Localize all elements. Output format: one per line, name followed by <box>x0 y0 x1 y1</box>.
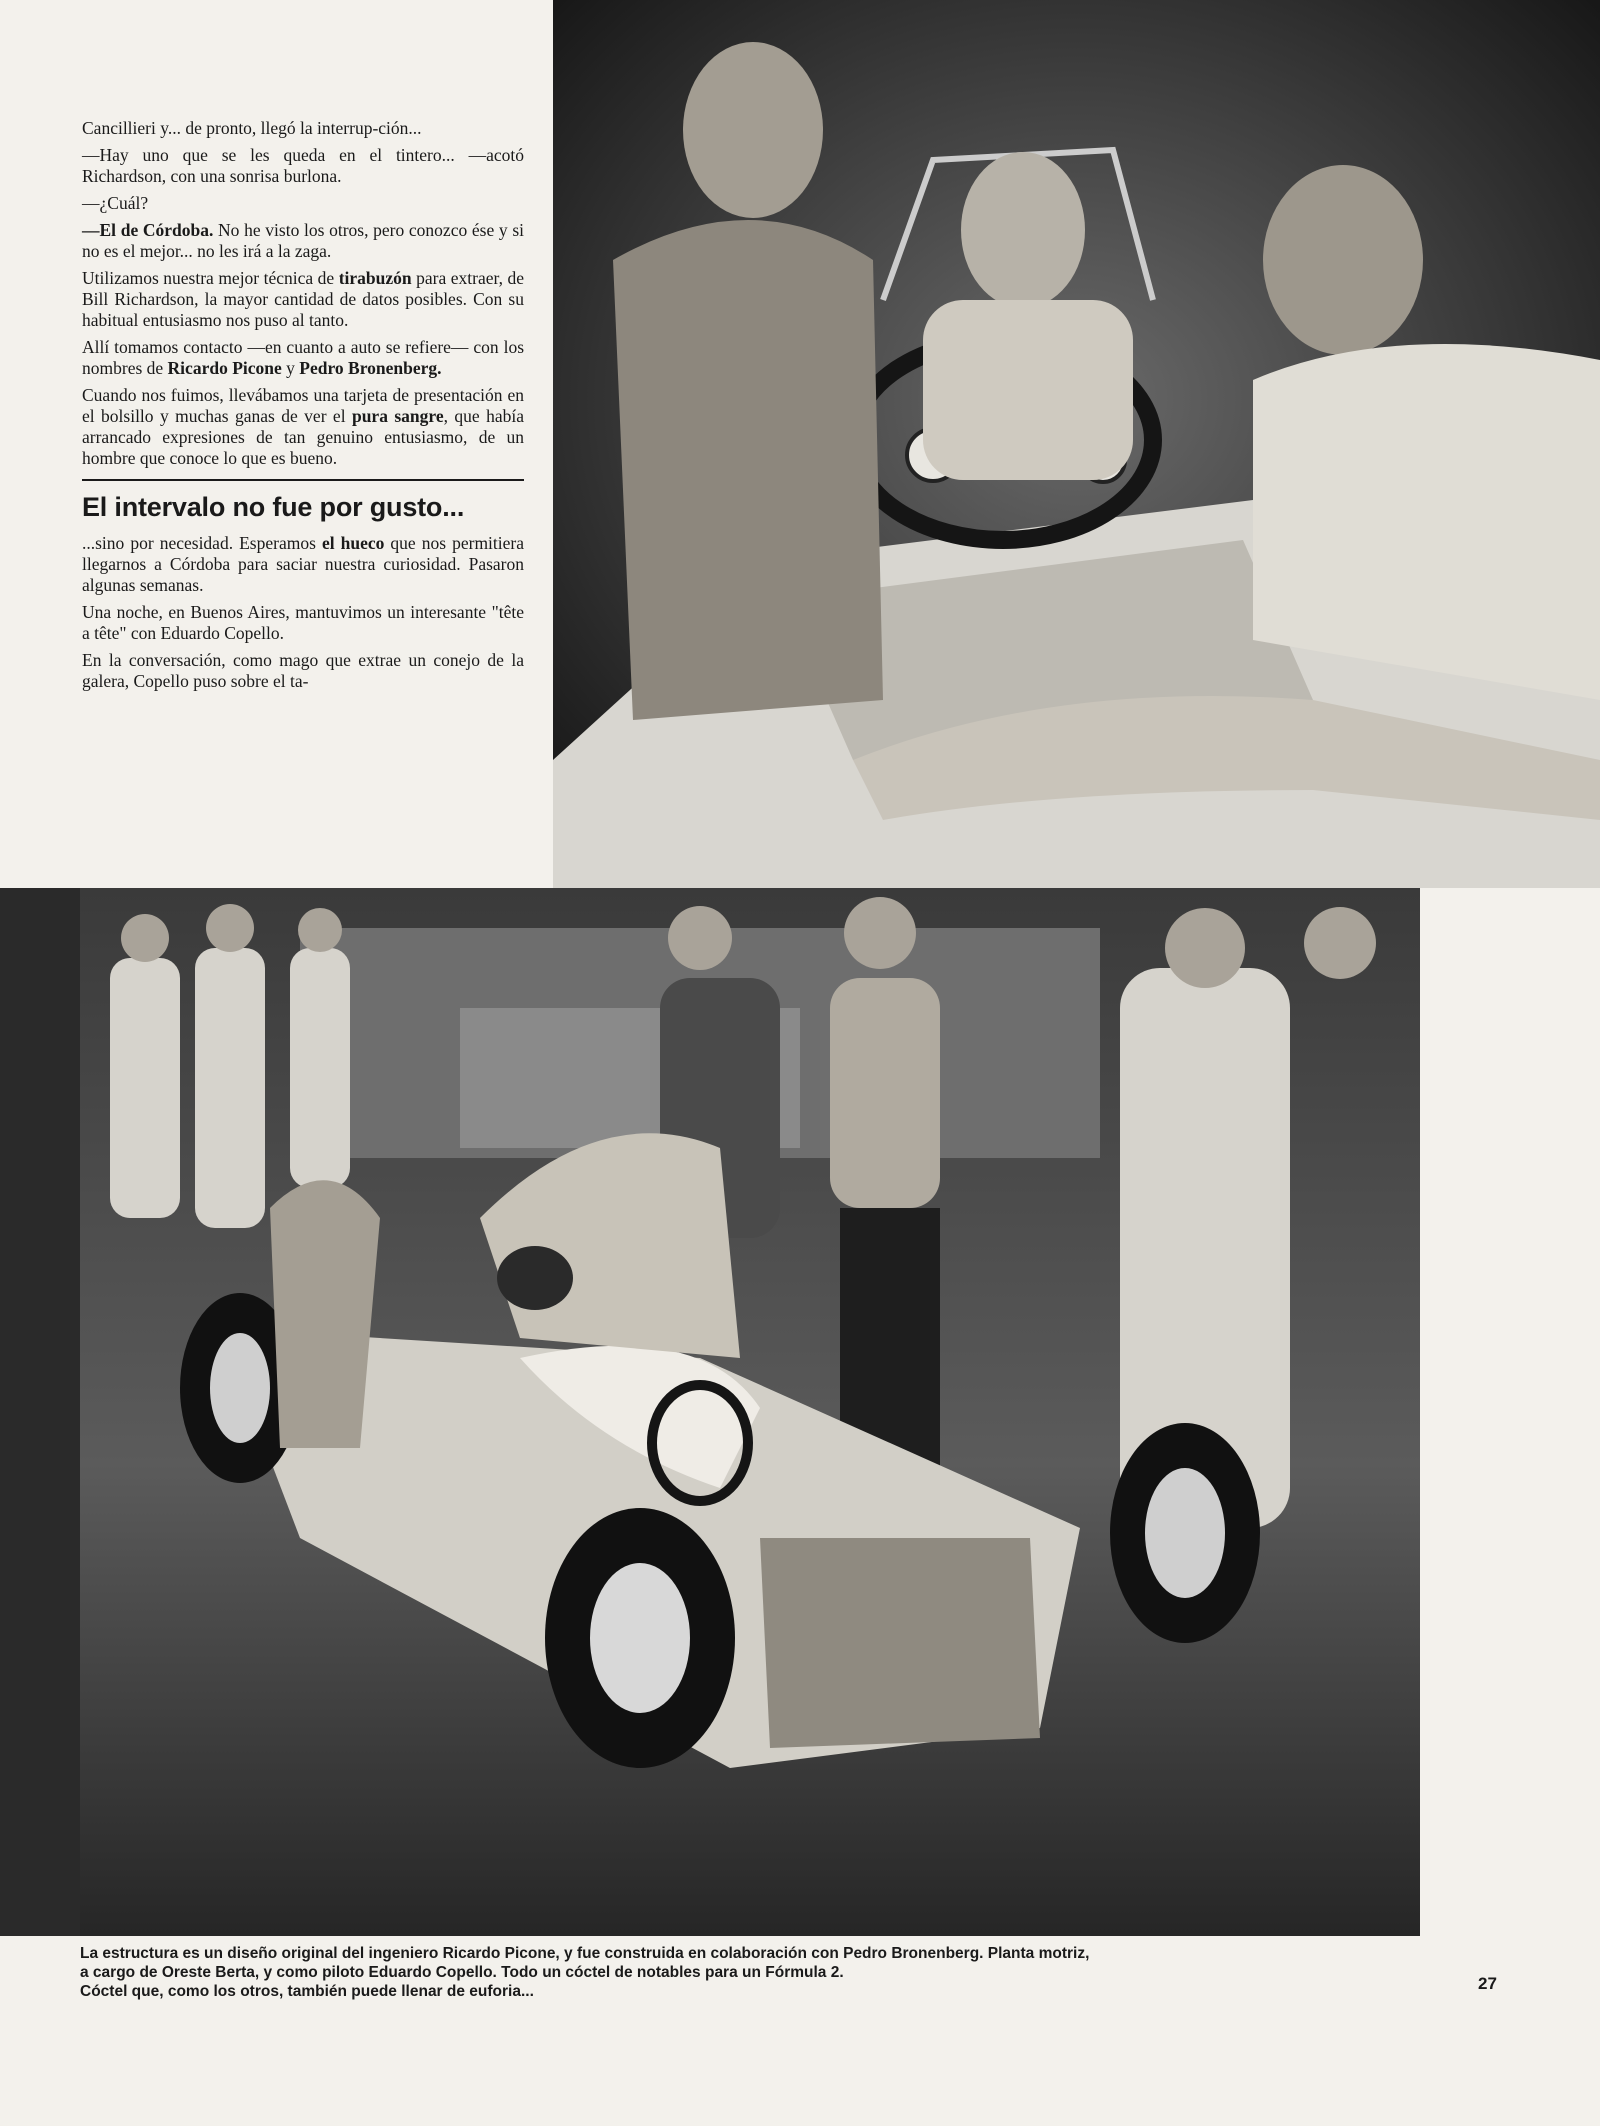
photo-caption <box>80 1944 1380 2001</box>
page-number: 27 <box>1478 1974 1497 1993</box>
article-paragraph <box>82 268 524 331</box>
article-paragraph <box>82 220 524 262</box>
bold-text: Pedro Bronenberg. <box>299 358 442 378</box>
paragraph-text: Allí tomamos contacto —en cuanto a auto se refiere— con los nombres de <box>82 337 524 378</box>
paragraph-text: Cuando nos fuimos, llevábamos una tarjeta de presentación en el bolsillo y muchas ganas de ver el <box>82 385 524 426</box>
section-heading: El intervalo no fue por gusto... <box>82 492 465 522</box>
article-paragraph: Cancillieri y... de pronto, llegó la interrup-ción... <box>82 118 422 138</box>
bold-text: tirabuzón <box>338 268 412 288</box>
article-paragraph <box>82 385 524 469</box>
article-paragraph: —Hay uno que se les queda en el tintero... —acotó Richardson, con una sonrisa burlona. <box>82 145 524 186</box>
bold-text: el hueco <box>321 533 385 553</box>
bold-text: pura sangre <box>351 406 444 426</box>
article-paragraph: Una noche, en Buenos Aires, mantuvimos un interesante "tête a tête" con Eduardo Copello. <box>82 602 524 643</box>
section-divider <box>82 479 524 481</box>
paragraph-text: No he visto los otros, pero conozco ése y si no es el mejor... no les irá a la zaga. <box>82 220 524 261</box>
paragraph-text: ...sino por necesidad. Esperamos <box>82 533 322 553</box>
bold-text: Ricardo Picone <box>167 358 282 378</box>
caption-line: a cargo de Oreste Berta, y como piloto Eduardo Copello. Todo un cóctel de notables para un Fórmula 2. <box>80 1964 844 1981</box>
caption-line: La estructura es un diseño original del ingeniero Ricardo Picone, y fue construida en colaboración con Pedro Bronenberg. Planta motriz, <box>80 1945 1090 1962</box>
paragraph-text: Utilizamos nuestra mejor técnica de <box>82 268 339 288</box>
photo-workshop-chassis <box>0 888 1420 1936</box>
paragraph-text: que nos permitiera llegarnos a Córdoba para saciar nuestra curiosidad. Pasaron algunas semanas. <box>82 533 525 595</box>
article-paragraph <box>82 337 524 379</box>
photo-driver-in-cockpit <box>553 0 1600 888</box>
article-paragraph: —¿Cuál? <box>82 193 149 213</box>
article-paragraph: En la conversación, como mago que extrae un conejo de la galera, Copello puso sobre el ta- <box>82 650 524 691</box>
caption-line: Cóctel que, como los otros, también puede llenar de euforia... <box>80 1983 534 2000</box>
paragraph-text: y <box>281 358 300 378</box>
bold-text: —El de Córdoba. <box>82 220 214 240</box>
photo-illustration <box>553 0 1600 888</box>
paragraph-text: , que había arrancado expresiones de tan genuino entusiasmo, de un hombre que conoce lo que es bueno. <box>82 406 524 468</box>
article-paragraph <box>82 533 524 596</box>
photo-illustration <box>0 888 1420 1936</box>
paragraph-text: para extraer, de Bill Richardson, la mayor cantidad de datos posibles. Con su habitual entusiasmo nos puso al tanto. <box>82 268 525 330</box>
article-text-column <box>82 118 524 698</box>
